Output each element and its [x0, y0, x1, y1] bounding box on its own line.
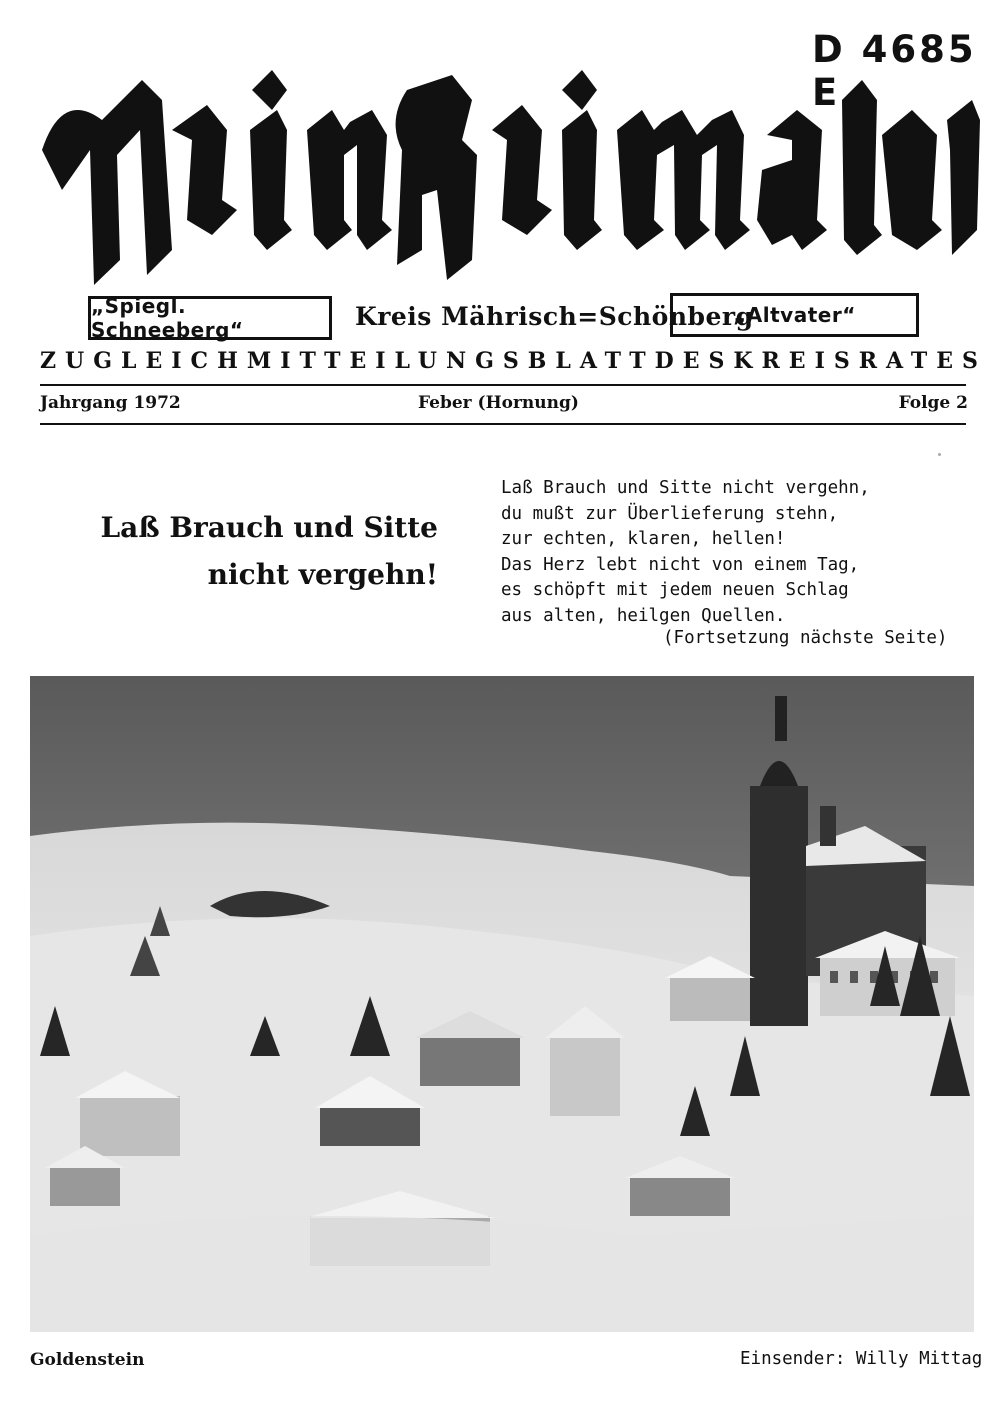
subtitle-word: ZUGLEICH	[40, 348, 247, 374]
poem-line: Das Herz lebt nicht von einem Tag,	[501, 554, 860, 575]
publication-code: D 4685 E	[812, 28, 977, 114]
divider-rule-top	[40, 384, 966, 386]
poem-line: es schöpft mit jedem neuen Schlag	[501, 580, 849, 600]
masthead-subtitle	[40, 348, 987, 374]
poem-line: du mußt zur Überlieferung stehn,	[501, 503, 839, 524]
headline-line: nicht vergehn!	[207, 558, 438, 591]
article-headline	[60, 504, 438, 598]
poem-line: zur echten, klaren, hellen!	[501, 529, 786, 549]
photo-credit: Einsender: Willy Mittag	[740, 1349, 983, 1369]
issue-year: Jahrgang 1972	[40, 393, 181, 413]
village-photo	[30, 676, 974, 1332]
district-name: Kreis Mährisch=Schönberg	[355, 302, 754, 331]
poem	[501, 476, 941, 629]
divider-rule-bottom	[40, 423, 966, 425]
poem-line: aus alten, heilgen Quellen.	[501, 605, 786, 626]
masthead-blackletter-art	[22, 60, 982, 290]
winter-village-illustration	[30, 676, 974, 1332]
region-box-left: „Spiegl. Schneeberg“	[88, 296, 332, 340]
region-box-right: „Altvater“	[670, 293, 919, 337]
issue-month: Feber (Hornung)	[418, 393, 579, 413]
poem-line: Laß Brauch und Sitte nicht vergehn,	[501, 478, 870, 498]
masthead-logo	[22, 60, 982, 290]
issue-info-row	[40, 393, 968, 419]
print-speck	[938, 453, 941, 456]
subtitle-word: DES	[654, 348, 734, 374]
photo-caption: Goldenstein	[30, 1350, 145, 1370]
subtitle-word: KREISRATES	[733, 348, 987, 374]
headline-line: Laß Brauch und Sitte	[100, 511, 438, 544]
subtitle-word: MITTEILUNGSBLATT	[246, 348, 655, 374]
issue-number: Folge 2	[898, 393, 968, 413]
continuation-note: (Fortsetzung nächste Seite)	[663, 628, 948, 648]
